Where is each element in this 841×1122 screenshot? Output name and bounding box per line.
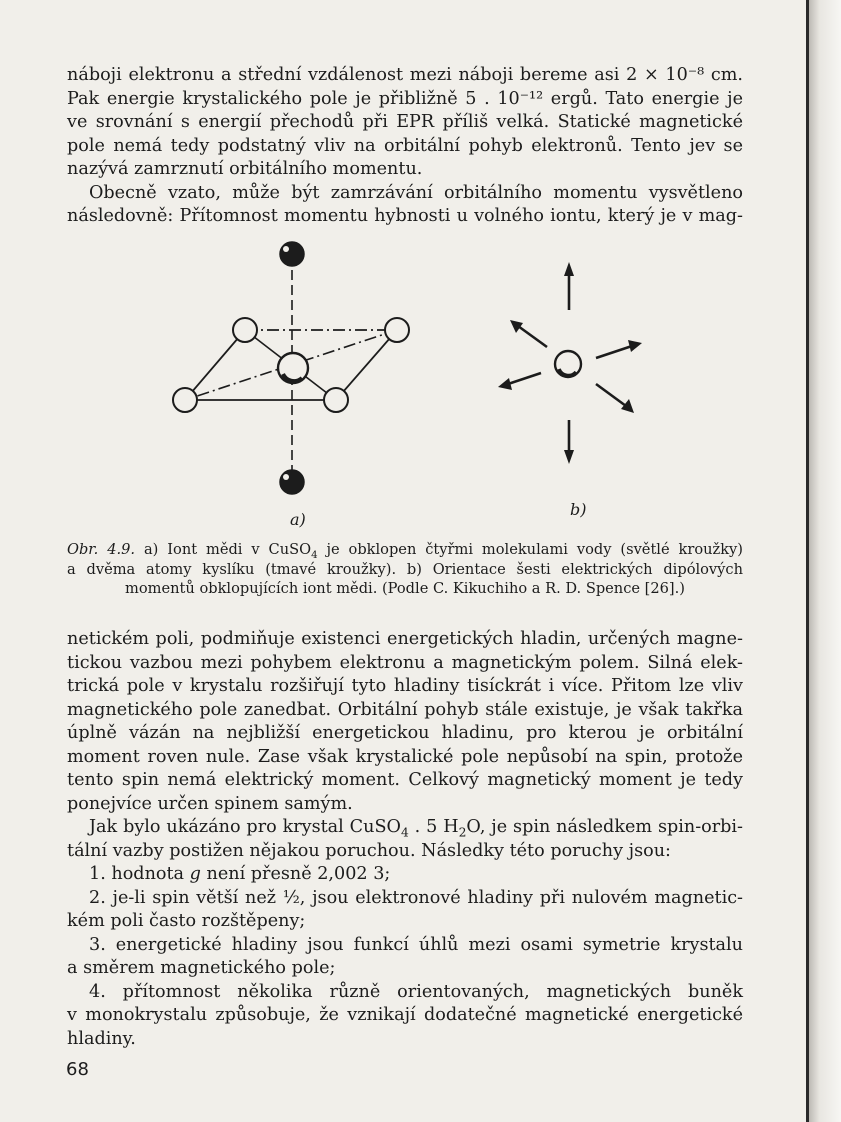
arrowhead — [564, 262, 574, 276]
caption-text: je obklopen čtyřmi molekulami vody (světlé kroužky) — [317, 541, 743, 558]
caption-label: Obr. 4.9. — [67, 541, 136, 558]
text-line: netickém poli, podmiňuje existenci energetických hladin, určených magne- — [67, 629, 743, 649]
caption-line — [67, 540, 743, 560]
left-edge — [185, 330, 245, 400]
enumerated-list — [67, 863, 743, 1051]
text-line: Obecně vzato, může být zamrzávání orbitálního momentu vysvětleno — [89, 182, 743, 203]
figure-4-9 — [150, 232, 670, 542]
caption-subscript: 4 — [311, 549, 318, 561]
text-line: tickou vazbou mezi pohybem elektronu a magnetickým polem. Silná elek- — [67, 652, 743, 673]
text-line: a směrem magnetického pole; — [67, 958, 336, 978]
page-edge — [806, 0, 809, 1122]
text-line: kém poli často rozštěpeny; — [67, 911, 306, 931]
water-circle — [173, 388, 197, 412]
list-item-4: 4. přítomnost několika různě orientovaných, magnetických buněk — [89, 981, 743, 1002]
dipole-arrow-lower-right — [596, 384, 626, 406]
text-span: není přesně 2,002 3; — [200, 864, 391, 884]
copper-ion — [278, 353, 308, 383]
paragraph-3 — [67, 628, 743, 816]
water-circle — [385, 318, 409, 342]
text-line — [67, 816, 743, 840]
caption-text: a) Iont mědi v CuSO — [135, 541, 312, 558]
page-number: 68 — [66, 1059, 89, 1080]
text-line: moment roven nule. Zase však krystalické pole nepůsobí na spin, protože — [67, 746, 743, 767]
text-line: Pak energie krystalického pole je přibližně 5 . 10⁻¹² ergů. Tato energie je — [67, 88, 743, 109]
bottom-text-block — [67, 628, 743, 1051]
book-spine — [808, 0, 841, 1122]
text-span: 1. hodnota — [89, 864, 190, 884]
label-b: b) — [570, 500, 587, 519]
text-line: náboji elektronu a střední vzdálenost mezi náboji bereme asi 2 × 10⁻⁸ cm. — [67, 65, 743, 85]
text-line: tento spin nemá elektrický moment. Celkový magnetický moment je tedy — [67, 770, 743, 790]
text-line: následovně: Přítomnost momentu hybnosti u volného iontu, který je v mag- — [67, 206, 743, 226]
oxygen-highlight — [283, 246, 289, 252]
caption-line: a dvěma atomy kyslíku (tmavé kroužky). b) Orientace šesti elektrických dipólových — [67, 560, 743, 578]
text-line: nazývá zamrznutí orbitálního momentu. — [67, 159, 423, 179]
paragraph-2 — [67, 182, 743, 229]
list-item-2: 2. je-li spin větší než ½, jsou elektronové hladiny při nulovém magnetic- — [89, 887, 743, 908]
label-a: a) — [290, 510, 306, 529]
subscript: 4 — [400, 825, 409, 840]
oxygen-atom — [280, 470, 304, 494]
oxygen-highlight — [283, 474, 289, 480]
text-line: ponejvíce určen spinem samým. — [67, 793, 353, 814]
subscript: 2 — [458, 825, 467, 840]
text-line: pole nemá tedy podstatný vliv na orbitální pohyb elektronů. Tento jev se — [67, 135, 743, 156]
arrowhead — [621, 399, 634, 413]
text-line: ve srovnání s energií přechodů při EPR příliš velká. Statické magnetické — [67, 112, 743, 132]
text-span: O, je spin následkem spin-orbi- — [466, 817, 743, 837]
text-line: v monokrystalu způsobuje, že vznikají dodatečné magnetické energetické — [67, 1005, 743, 1025]
text-line: trická pole v krystalu rozšiřují tyto hladiny tisíckrát i více. Přitom lze vliv — [67, 676, 743, 696]
dipole-arrow-left — [508, 373, 541, 384]
water-circle — [233, 318, 257, 342]
paragraph-1 — [67, 64, 743, 182]
dipole-arrow-upper-left — [518, 326, 547, 347]
figure-a-octahedron — [173, 242, 409, 494]
dipole-arrow-right — [596, 346, 632, 358]
list-item-1 — [67, 863, 743, 887]
arrowhead — [498, 378, 512, 390]
arrowhead — [510, 320, 523, 333]
figure-caption — [67, 540, 743, 599]
text-line: hladiny. — [67, 1028, 136, 1049]
top-text-block — [67, 64, 743, 229]
oxygen-atom — [280, 242, 304, 266]
text-span: Jak bylo ukázáno pro krystal CuSO — [89, 817, 401, 837]
text-span: . 5 H — [408, 817, 459, 837]
text-line: úplně vázán na nejbližší energetickou hladinu, pro kterou je orbitální — [67, 723, 743, 743]
paragraph-4 — [67, 816, 743, 863]
list-item-3: 3. energetické hladiny jsou funkcí úhlů mezi osami symetrie krystalu — [89, 934, 743, 955]
arrowhead — [564, 450, 574, 464]
variable-g: g — [189, 864, 201, 884]
text-line: tální vazby postižen nějakou poruchou. Následky této poruchy jsou: — [67, 840, 671, 861]
figure-b-dipoles — [498, 262, 642, 464]
caption-line: momentů obklopujících iont mědi. (Podle C. Kikuchiho a R. D. Spence [26].) — [125, 580, 685, 597]
water-circle — [324, 388, 348, 412]
arrowhead — [628, 340, 642, 352]
text-line: magnetického pole zanedbat. Orbitální pohyb stále existuje, je však takřka — [67, 699, 743, 720]
